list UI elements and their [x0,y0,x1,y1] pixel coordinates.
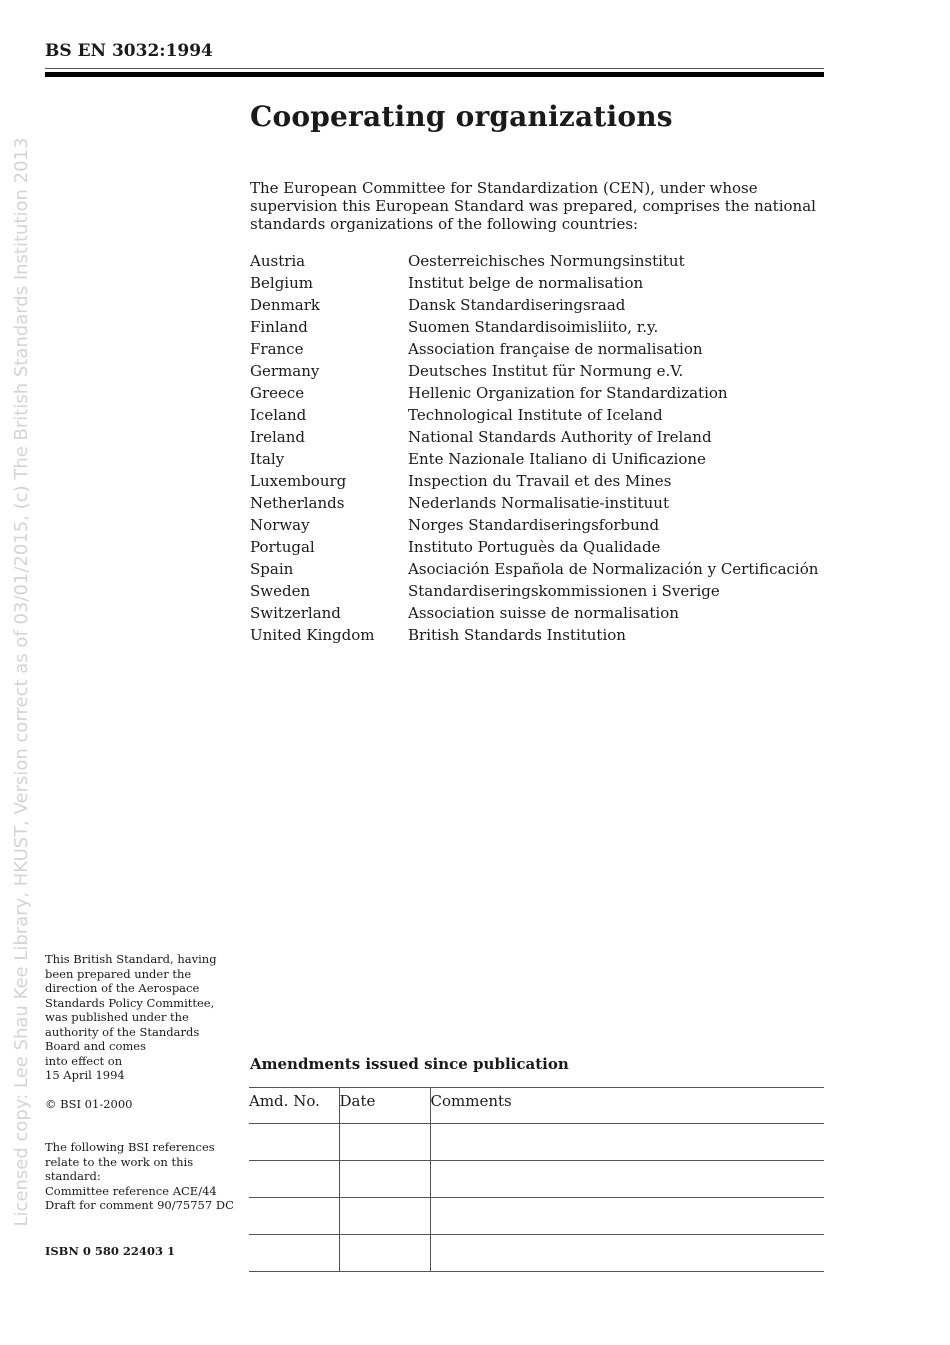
amendment-cell [339,1124,430,1161]
amendment-row [249,1124,824,1161]
page-title: Cooperating organizations [250,100,673,133]
country-name: Luxembourg [250,472,347,490]
amendment-cell [430,1124,824,1161]
bsi-references [45,1140,240,1213]
standards-body-name: Association suisse de normalisation [408,604,679,622]
standards-body-name: Asociación Española de Normalización y Certificación [408,560,819,578]
country-name: Portugal [250,538,315,556]
statement-line: was published under the [45,1010,189,1024]
amendments-title: Amendments issued since publication [250,1055,569,1073]
standards-body-name: British Standards Institution [408,626,626,644]
statement-line: direction of the Aerospace [45,981,200,995]
reference-line: relate to the work on this [45,1154,194,1169]
publication-statement [45,952,240,1083]
amendment-cell [249,1124,339,1161]
header-rule-thin [45,68,824,69]
isbn: ISBN 0 580 22403 1 [45,1244,175,1258]
statement-line: into effect on [45,1053,123,1068]
standards-body-name: Deutsches Institut für Normung e.V. [408,362,684,380]
country-name: Ireland [250,428,305,446]
intro-paragraph: The European Committee for Standardization (CEN), under whose supervision this European Standard was prepared, comprises the national standards organizations of the following countries: [250,179,816,233]
statement-line: This British Standard, having [45,952,217,966]
standards-body-name: Technological Institute of Iceland [408,406,663,424]
amendment-cell [249,1161,339,1198]
country-name: Denmark [250,296,320,314]
header-rule-thick [45,72,824,77]
standards-body-name: National Standards Authority of Ireland [408,428,712,446]
country-name: Austria [250,252,306,270]
statement-line: 15 April 1994 [45,1068,125,1082]
reference-line: Draft for comment 90/75757 DC [45,1198,234,1212]
header-amd-no: Amd. No. [249,1088,339,1124]
amendment-row [249,1161,824,1198]
country-name: United Kingdom [250,626,375,644]
license-watermark: Licensed copy: Lee Shau Kee Library, HKUST, Version correct as of 03/01/2015, (c) The British Standards Institution 2013 [11,137,32,1227]
standards-body-name: Suomen Standardisoimisliito, r.y. [408,318,659,336]
header-date: Date [339,1088,430,1124]
amendment-cell [430,1161,824,1198]
country-name: France [250,340,304,358]
country-name: Belgium [250,274,313,292]
country-name: Italy [250,450,285,468]
standards-body-name: Inspection du Travail et des Mines [408,472,672,490]
reference-line: standard: [45,1169,101,1183]
copyright-notice: © BSI 01-2000 [45,1097,133,1111]
document-code: BS EN 3032:1994 [45,41,213,61]
standards-body-name: Association française de normalisation [408,340,703,358]
amendment-row [249,1235,824,1272]
country-name: Switzerland [250,604,341,622]
standards-body-name: Oesterreichisches Normungsinstitut [408,252,685,270]
statement-line: authority of the Standards [45,1024,200,1039]
statement-line: Board and comes [45,1039,147,1053]
amendment-cell [339,1198,430,1235]
standards-body-name: Norges Standardiseringsforbund [408,516,660,534]
amendment-cell [249,1235,339,1272]
standards-body-name: Nederlands Normalisatie-instituut [408,494,669,512]
country-name: Finland [250,318,308,336]
statement-line: Standards Policy Committee, [45,995,215,1010]
standards-body-name: Instituto Portuguès da Qualidade [408,538,661,556]
amendment-cell [339,1161,430,1198]
country-name: Norway [250,516,310,534]
standards-body-name: Dansk Standardiseringsraad [408,296,626,314]
amendments-header-row [249,1088,824,1124]
country-name: Germany [250,362,320,380]
reference-line: Committee reference ACE/44 [45,1183,217,1198]
amendment-cell [339,1235,430,1272]
standards-body-name: Ente Nazionale Italiano di Unificazione [408,450,706,468]
standards-body-name: Standardiseringskommissionen i Sverige [408,582,720,600]
bottom-rule [249,1271,824,1272]
standards-body-name: Hellenic Organization for Standardization [408,384,728,402]
amendment-cell [430,1198,824,1235]
amendments-table [249,1087,824,1272]
reference-line: The following BSI references [45,1140,215,1154]
country-name: Iceland [250,406,307,424]
country-name: Netherlands [250,494,345,512]
amendment-row [249,1198,824,1235]
header-comments: Comments [430,1088,824,1124]
country-name: Spain [250,560,294,578]
standards-body-name: Institut belge de normalisation [408,274,644,292]
country-name: Greece [250,384,305,402]
amendment-cell [430,1235,824,1272]
statement-line: been prepared under the [45,966,192,981]
amendment-cell [249,1198,339,1235]
country-name: Sweden [250,582,311,600]
